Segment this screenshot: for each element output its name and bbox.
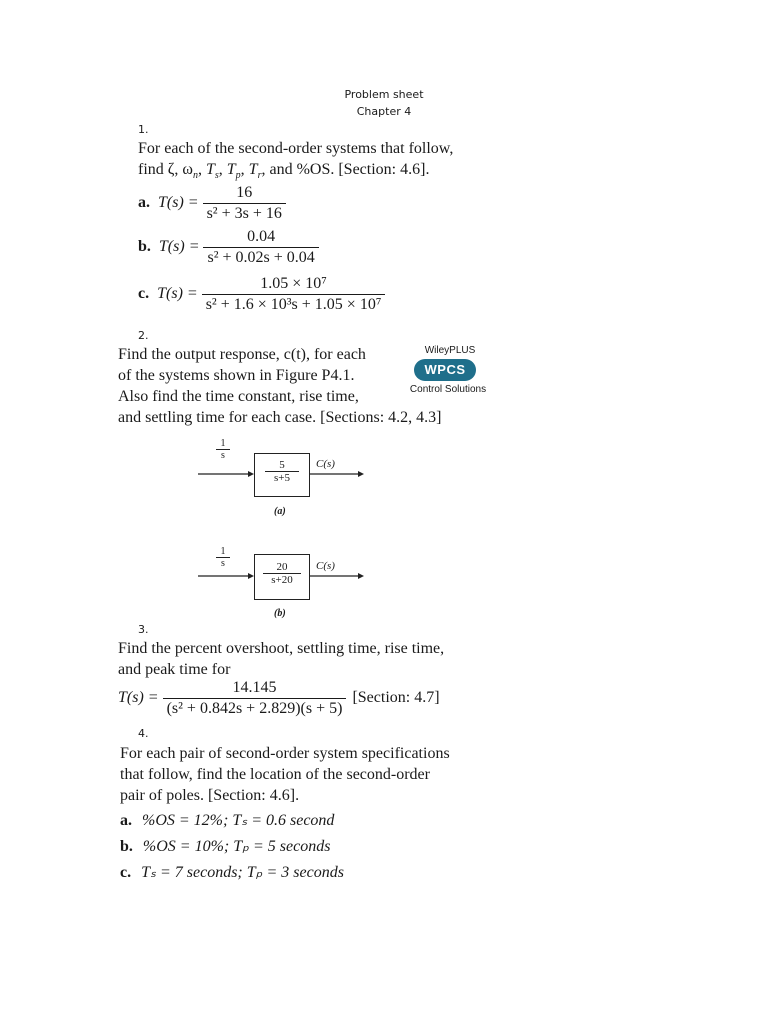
question-2-line-4: and settling time for each case. [Sections: 4.2, 4.3] [118, 409, 442, 426]
question-3-line-1: Find the percent overshoot, settling time, rise time, [118, 640, 445, 657]
question-1-number: 1. [138, 123, 149, 136]
wpcs-badge: WPCS [414, 359, 476, 381]
item-label: c. [120, 864, 132, 881]
figure-caption: (b) [274, 608, 286, 619]
input-numerator: 1 [220, 438, 226, 449]
question-1-line-1: For each of the second-order systems that follow, [138, 140, 454, 157]
block-denominator: s+20 [263, 573, 301, 586]
item-label: a. [120, 812, 132, 829]
spec-c [120, 862, 344, 882]
equation-fraction [203, 184, 286, 223]
question-4-line-2: that follow, find the location of the second-order [120, 766, 430, 783]
spec-b [120, 836, 330, 856]
numerator: 14.145 [232, 678, 277, 696]
equation-1c [138, 272, 385, 316]
equation-lhs: T(s) = [158, 194, 199, 211]
sheet-title: Problem sheet [344, 88, 424, 101]
equation-fraction [203, 228, 318, 267]
question-4-number: 4. [138, 727, 149, 740]
question-3-text [118, 638, 498, 680]
question-4-line-1: For each pair of second-order system specifications [120, 745, 450, 762]
numerator: 1.05 × 10⁷ [260, 274, 327, 292]
input-numerator: 1 [220, 546, 226, 557]
spec-text: Tₛ = 7 seconds; Tₚ = 3 seconds [141, 864, 344, 881]
equation-fraction [202, 275, 386, 314]
equation-3 [118, 677, 440, 719]
numerator: 16 [236, 183, 253, 201]
denominator: s² + 3s + 16 [203, 203, 286, 223]
equation-lhs: T(s) = [157, 285, 198, 302]
item-label: b. [138, 238, 151, 255]
question-1-line-2: find ζ, $\omega_n$, $T_s$, $T_p$, $T_r$, and %OS. [Section: 4.6]. [138, 161, 430, 182]
block-numerator: 5 [279, 459, 285, 471]
question-3-line-2: and peak time for [118, 661, 231, 678]
chapter-title: Chapter 4 [356, 105, 412, 118]
spec-text: %OS = 12%; Tₛ = 0.6 second [142, 812, 335, 829]
denominator: s² + 1.6 × 10³s + 1.05 × 10⁷ [202, 294, 386, 314]
question-4-text [120, 743, 500, 806]
question-2-number: 2. [138, 329, 149, 342]
block-denominator: s+5 [265, 471, 299, 484]
output-label: C(s) [316, 560, 335, 572]
figure-a [196, 438, 396, 528]
question-4-line-3: pair of poles. [Section: 4.6]. [120, 787, 300, 804]
spec-a [120, 810, 334, 830]
denominator: s² + 0.02s + 0.04 [203, 247, 318, 267]
question-1-text [138, 138, 518, 180]
transfer-block-b [254, 554, 310, 600]
question-2-line-3: Also find the time constant, rise time, [118, 388, 359, 405]
question-2-line-1: Find the output response, c(t), for each [118, 346, 366, 363]
denominator: (s² + 0.842s + 2.829)(s + 5) [163, 698, 347, 718]
section-ref: [Section: 4.7] [352, 689, 440, 706]
figure-b [196, 546, 396, 624]
question-3-number: 3. [138, 623, 149, 636]
output-label: C(s) [316, 458, 335, 470]
control-solutions-label: Control Solutions [409, 384, 487, 395]
input-denominator: s [216, 557, 230, 569]
transfer-block-a [254, 453, 310, 497]
figure-caption: (a) [274, 506, 286, 517]
equation-fraction [163, 679, 347, 718]
numerator: 0.04 [247, 227, 276, 245]
question-2-line-2: of the systems shown in Figure P4.1. [118, 367, 355, 384]
item-label: c. [138, 285, 150, 302]
equation-1b [138, 226, 319, 268]
input-denominator: s [216, 449, 230, 461]
item-label: b. [120, 838, 133, 855]
equation-1a [138, 182, 286, 224]
block-numerator: 20 [276, 561, 288, 573]
spec-text: %OS = 10%; Tₚ = 5 seconds [142, 838, 331, 855]
wileyplus-label: WileyPLUS [424, 345, 476, 356]
item-label: a. [138, 194, 150, 211]
equation-lhs: T(s) = [118, 689, 159, 706]
equation-lhs: T(s) = [158, 238, 200, 255]
